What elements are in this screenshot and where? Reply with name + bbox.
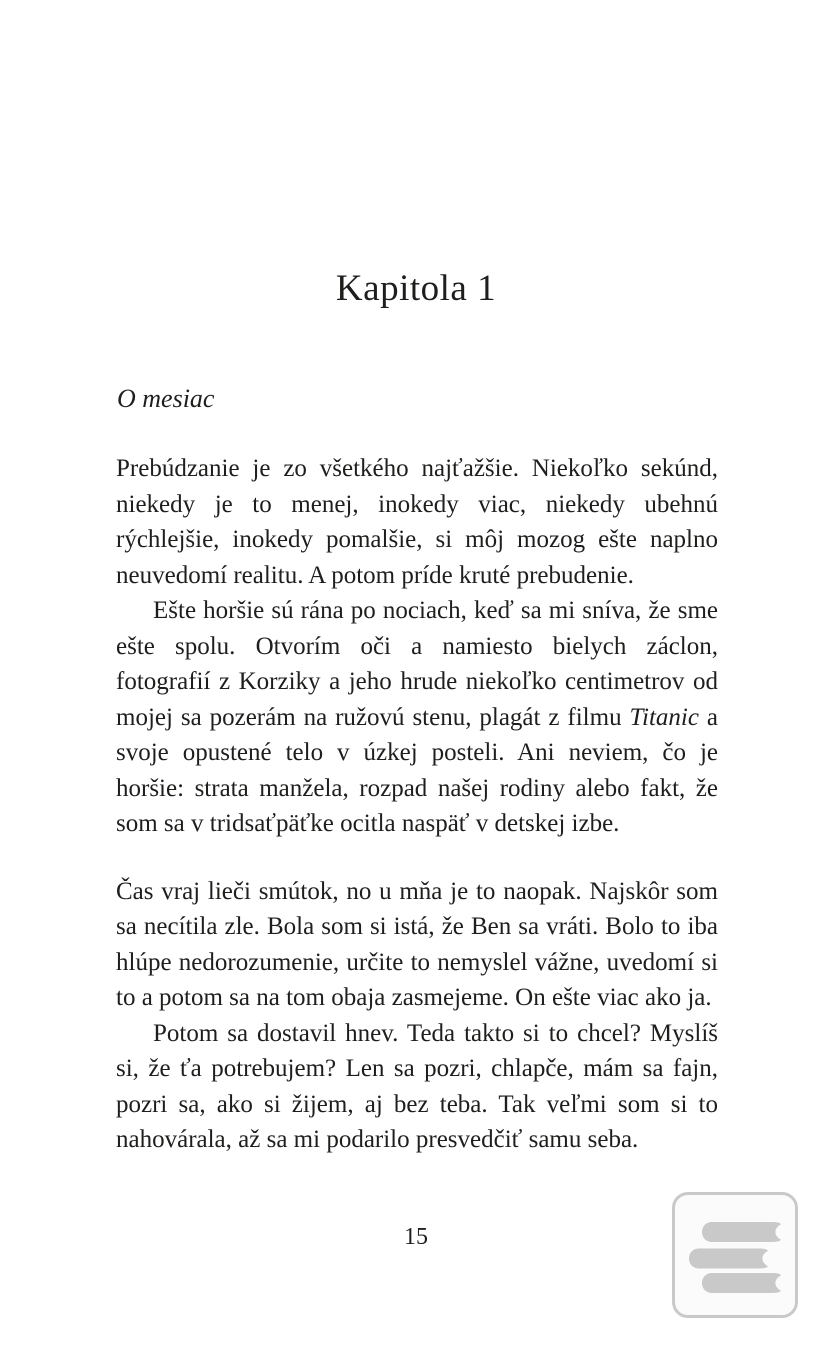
italic-text-run: Titanic bbox=[629, 703, 699, 731]
paragraph bbox=[116, 593, 718, 842]
stacked-books-icon bbox=[675, 1195, 795, 1315]
page-number: 15 bbox=[404, 1224, 428, 1250]
chapter-title: Kapitola 1 bbox=[335, 268, 497, 309]
paragraph bbox=[116, 874, 718, 1016]
text-run: Čas vraj lieči smútok, no u mňa je to naopak. Najskôr som sa necítila zle. Bola som si istá, že Ben sa vráti. Bolo to iba hlúpe nedorozumenie, určite to nemyslel vážne, uvedomí si to a potom sa na tom obaja zasmejeme. On ešte viac ako ja. bbox=[116, 877, 718, 1011]
bookstore-watermark bbox=[672, 1192, 798, 1318]
body-text bbox=[116, 451, 718, 1158]
text-run: Ešte horšie sú rána po nociach, keď sa mi sníva, že sme ešte spolu. Otvorím oči a namiesto bielych záclon, fotografií z Korziky a jeho hrude niekoľko centimetrov od mojej sa pozerám na ružovú stenu, plagát z filmu bbox=[116, 597, 718, 731]
section-subtitle: O mesiac bbox=[117, 384, 215, 413]
paragraph bbox=[116, 451, 718, 593]
text-run: a svoje opustené telo v úzkej posteli. Ani neviem, čo je horšie: strata manžela, rozpad našej rodiny alebo fakt, že som sa v tridsaťpäťke ocitla naspäť v detskej izbe. bbox=[116, 703, 718, 837]
text-run: Prebúdzanie je zo všetkého najťažšie. Niekoľko sekúnd, niekedy je to menej, inokedy viac, niekedy ubehnú rýchlejšie, inokedy pomalšie, si môj mozog ešte naplno neuvedomí realitu. A potom príde kruté prebudenie. bbox=[116, 455, 718, 589]
text-run: Potom sa dostavil hnev. Teda takto si to chcel? Myslíš si, že ťa potrebujem? Len sa pozri, chlapče, mám sa fajn, pozri sa, ako si žijem, aj bez teba. Tak veľmi som si to nahovárala, až sa mi podarilo presvedčiť samu seba. bbox=[116, 1019, 718, 1153]
paragraph bbox=[116, 1016, 718, 1158]
